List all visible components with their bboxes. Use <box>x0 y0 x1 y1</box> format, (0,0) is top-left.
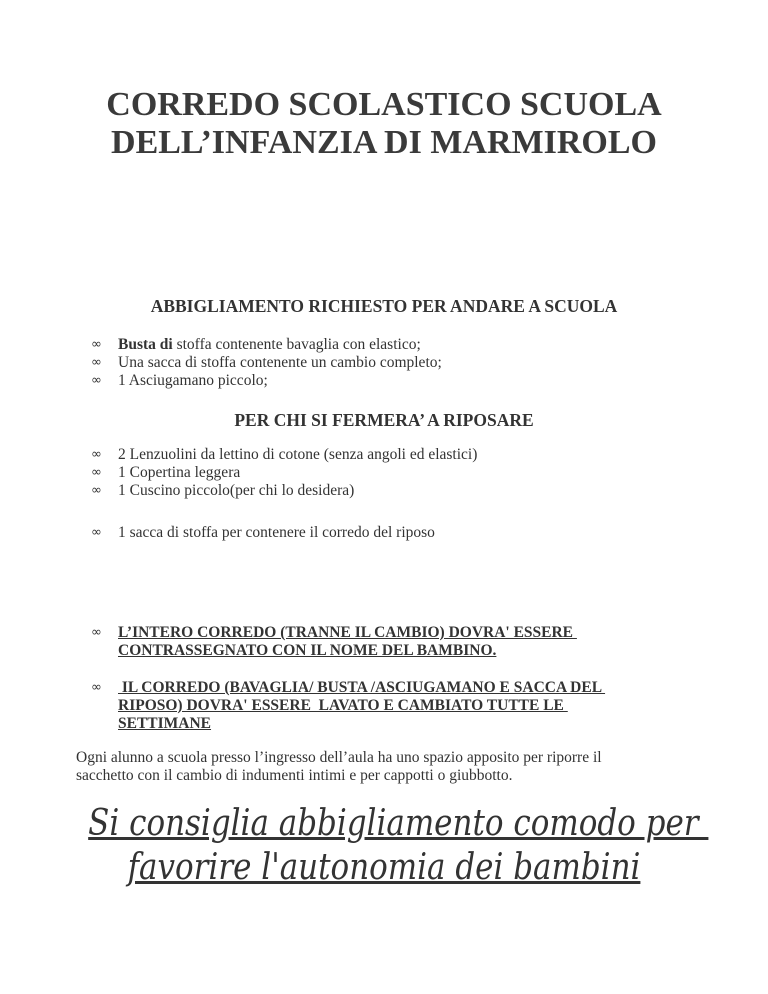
note-line: RIPOSO) DOVRA' ESSERE LAVATO E CAMBIATO TUTTE LE <box>118 697 568 714</box>
bullet-icon: ∞ <box>91 625 102 640</box>
item-text: stoffa contenente bavaglia con elastico; <box>172 336 421 353</box>
list-item <box>0 482 768 500</box>
info-paragraph <box>76 749 696 785</box>
bullet-icon: ∞ <box>91 483 102 498</box>
paragraph-line-1: Ogni alunno a scuola presso l’ingresso dell’aula ha uno spazio apposito per riporre il <box>76 749 602 766</box>
note-line: CONTRASSEGNATO CON IL NOME DEL BAMBINO. <box>118 642 497 659</box>
note-line: SETTIMANE <box>118 715 212 732</box>
note-line: IL CORREDO (BAVAGLIA/ BUSTA /ASCIUGAMANO E SACCA DEL <box>118 679 606 696</box>
bullet-icon: ∞ <box>91 337 102 352</box>
list-item <box>0 679 768 733</box>
list-item <box>0 336 768 354</box>
advice-text <box>88 802 709 890</box>
item-text: 1 Copertina leggera <box>118 464 241 481</box>
title-line-1: CORREDO SCOLASTICO SCUOLA <box>106 86 662 123</box>
title-line-2: DELL’INFANZIA DI MARMIROLO <box>111 124 657 161</box>
section-heading-riposo: PER CHI SI FERMERA’ A RIPOSARE <box>234 410 534 430</box>
bullet-icon: ∞ <box>91 525 102 540</box>
list-note-contrassegno <box>0 624 768 660</box>
list-item <box>0 372 768 390</box>
list-item <box>0 524 768 542</box>
paragraph-line-2: sacchetto con il cambio di indumenti intimi e per cappotti o giubbotto. <box>76 767 513 784</box>
advice-line-1: Si consiglia abbigliamento comodo per <box>88 803 709 844</box>
list-abbigliamento <box>0 336 768 390</box>
item-text: 1 Cuscino piccolo(per chi lo desidera) <box>118 482 355 499</box>
list-item <box>0 354 768 372</box>
document-title <box>40 86 728 162</box>
item-text: 1 Asciugamano piccolo; <box>118 372 268 389</box>
bullet-icon: ∞ <box>91 447 102 462</box>
bullet-icon: ∞ <box>91 355 102 370</box>
bullet-icon: ∞ <box>91 373 102 388</box>
note-line: L’INTERO CORREDO (TRANNE IL CAMBIO) DOVRA' ESSERE <box>118 624 577 641</box>
bullet-icon: ∞ <box>91 465 102 480</box>
list-item <box>0 464 768 482</box>
list-note-lavaggio <box>0 679 768 733</box>
list-riposo <box>0 446 768 500</box>
item-text: 1 sacca di stoffa per contenere il corredo del riposo <box>118 524 435 541</box>
advice-line-2: favorire l'autonomia dei bambini <box>127 847 641 888</box>
list-item <box>0 624 768 660</box>
list-riposo-extra <box>0 524 768 542</box>
bullet-icon: ∞ <box>91 680 102 695</box>
list-item <box>0 446 768 464</box>
item-text: 2 Lenzuolini da lettino di cotone (senza angoli ed elastici) <box>118 446 478 463</box>
section-heading-abbigliamento: ABBIGLIAMENTO RICHIESTO PER ANDARE A SCUOLA <box>150 296 618 316</box>
item-text: Una sacca di stoffa contenente un cambio completo; <box>118 354 442 371</box>
item-bold-text: Busta di <box>118 336 173 353</box>
